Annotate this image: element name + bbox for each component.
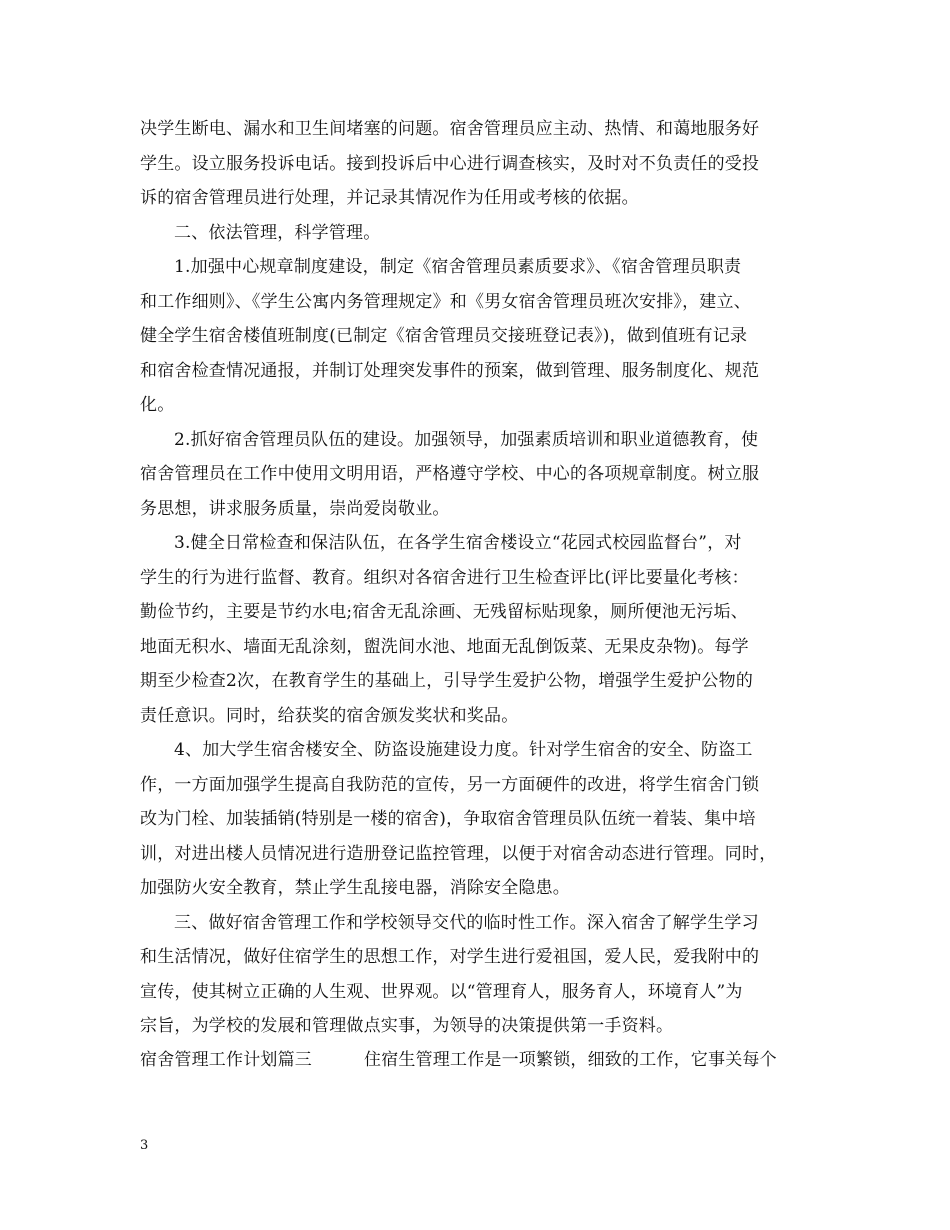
page-number: 3 xyxy=(140,1138,149,1153)
text-line: 宿舍管理员在工作中使用文明用语，严格遵守学校、中心的各项规章制度。树立服 xyxy=(140,464,760,484)
text-line: 1.加强中心规章制度建设，制定《宿舍管理员素质要求》、《宿舍管理员职责 xyxy=(174,257,742,277)
text-line: 责任意识。同时，给获奖的宿舍颁发奖状和奖品。 xyxy=(140,705,519,726)
text-line: 4、加大学生宿舍楼安全、防盗设施建设力度。针对学生宿舍的安全、防盗工 xyxy=(174,740,753,760)
text-line: 加强防火安全教育，禁止学生乱接电器，消除安全隐患。 xyxy=(140,878,570,898)
paragraph-text: 住宿生管理工作是一项繁锁，细致的工作，它事关每个 xyxy=(364,1050,777,1070)
text-line: 学生的行为进行监督、教育。组织对各宿舍进行卫生检查评比(评比要量化考核： xyxy=(140,567,749,588)
document-body xyxy=(140,112,820,1044)
section-heading: 宿舍管理工作计划篇三 xyxy=(140,1050,312,1070)
text-line: 健全学生宿舍楼值班制度(已制定《宿舍管理员交接班登记表》)，做到值班有记录 xyxy=(140,326,748,346)
text-line: 诉的宿舍管理员进行处理，并记录其情况作为任用或考核的依据。 xyxy=(140,188,639,208)
text-line: 3.健全日常检查和保洁队伍，在各学生宿舍楼设立“花园式校园监督台”，对 xyxy=(174,533,742,553)
section-heading-line xyxy=(140,1043,820,1078)
text-line: 和宿舍检查情况通报，并制订处理突发事件的预案，做到管理、服务制度化、规范 xyxy=(140,360,760,381)
text-line: 二、依法管理，科学管理。 xyxy=(174,222,381,243)
text-line: 和生活情况，做好住宿学生的思想工作，对学生进行爱祖国，爱人民，爱我附中的 xyxy=(140,947,760,967)
text-line: 宣传，使其树立正确的人生观、世界观。以“管理育人，服务育人，环境育人”为 xyxy=(140,981,743,1002)
text-line: 宗旨，为学校的发展和管理做点实事，为领导的决策提供第一手资料。 xyxy=(140,1016,674,1036)
text-line: 务思想，讲求服务质量，崇尚爱岗敬业。 xyxy=(140,498,450,519)
text-line: 作，一方面加强学生提高自我防范的宣传，另一方面硬件的改进，将学生宿舍门锁 xyxy=(140,774,760,795)
text-line: 三、做好宿舍管理工作和学校领导交代的临时性工作。深入宿舍了解学生学习 xyxy=(174,912,759,933)
text-line: 勤俭节约，主要是节约水电;宿舍无乱涂画、无残留标贴现象，厕所便池无污垢、 xyxy=(140,602,748,622)
text-line: 学生。设立服务投诉电话。接到投诉后中心进行调查核实，及时对不负责任的受投 xyxy=(140,153,760,174)
text-line: 改为门栓、加装插销(特别是一楼的宿舍)，争取宿舍管理员队伍统一着装、集中培 xyxy=(140,809,756,829)
text-line: 化。 xyxy=(140,395,175,415)
text-line: 地面无积水、墙面无乱涂刻，盥洗间水池、地面无乱倒饭菜、无果皮杂物)。每学 xyxy=(140,636,749,657)
text-line: 决学生断电、漏水和卫生间堵塞的问题。宿舍管理员应主动、热情、和蔼地服务好 xyxy=(140,119,760,139)
text-line: 2.抓好宿舍管理员队伍的建设。加强领导，加强素质培训和职业道德教育，使 xyxy=(174,429,759,450)
text-line: 和工作细则》、《学生公寓内务管理规定》和《男女宿舍管理员班次安排》，建立、 xyxy=(140,291,751,312)
text-line: 训，对进出楼人员情况进行造册登记监控管理，以便于对宿舍动态进行管理。同时， xyxy=(140,843,777,864)
text-line: 期至少检查2次，在教育学生的基础上，引导学生爱护公物，增强学生爱护公物的 xyxy=(140,671,754,691)
